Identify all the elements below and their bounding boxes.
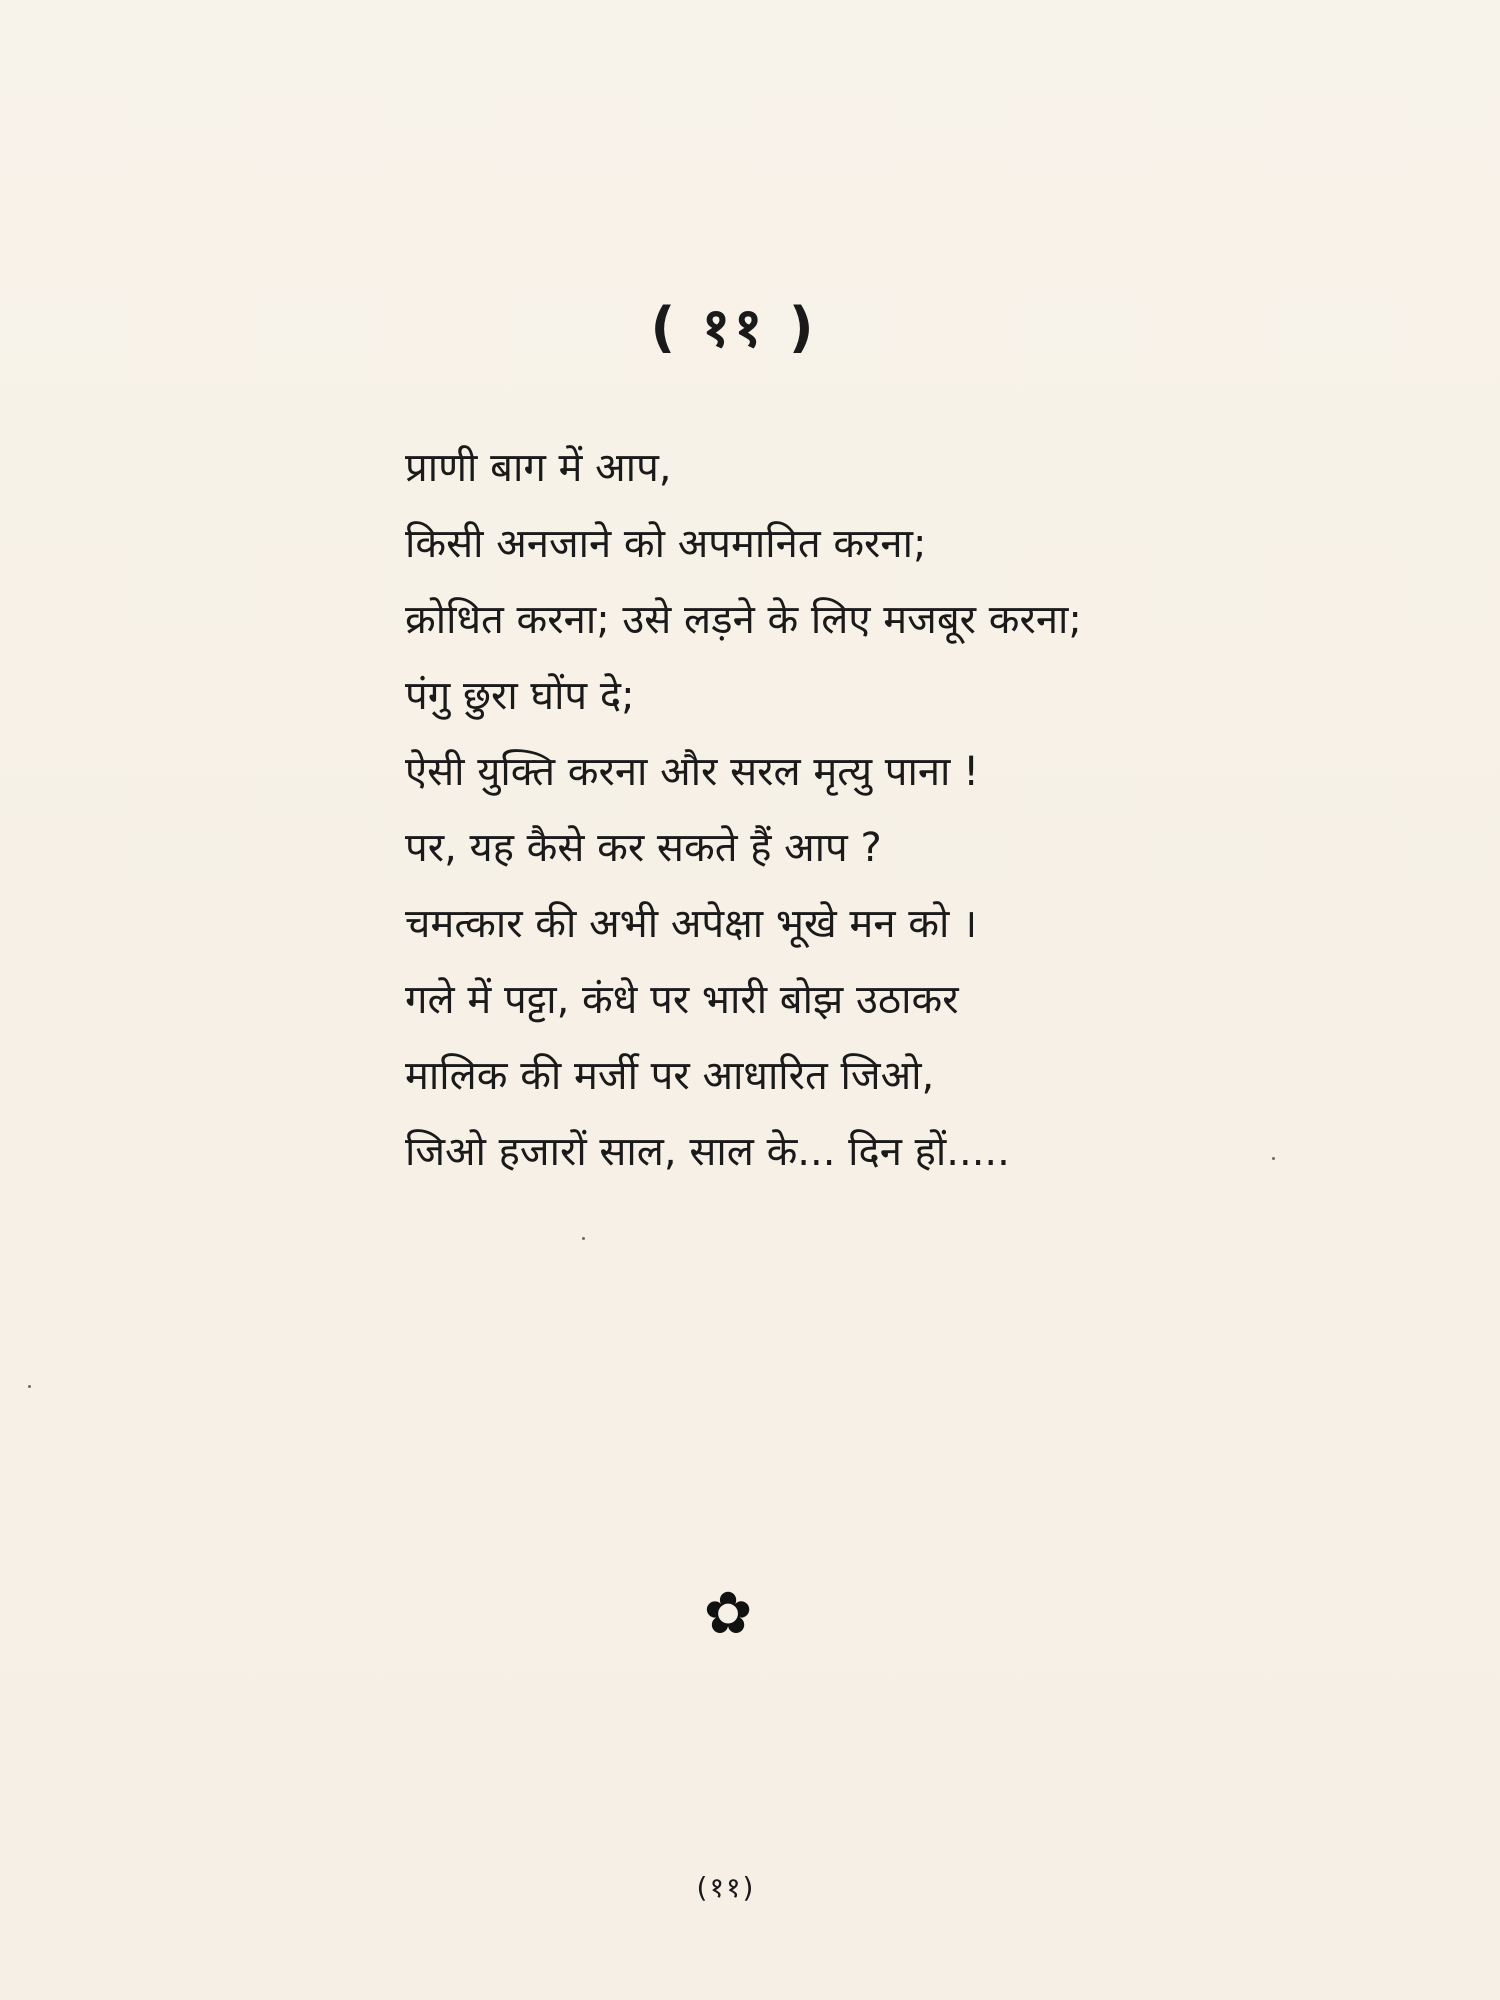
- poem-line: किसी अनजाने को अपमानित करना;: [405, 521, 927, 567]
- poem-line: पंगु छुरा घोंप दे;: [405, 673, 635, 719]
- poem-line: गले में पट्टा, कंधे पर भारी बोझ उठाकर: [405, 977, 959, 1023]
- poem-line: जिओ हजारों साल, साल के... दिन हों.....: [405, 1129, 1010, 1175]
- poem-number-heading: ( ११ ): [650, 296, 818, 359]
- poem-line: ऐसी युक्ति करना और सरल मृत्यु पाना !: [405, 749, 980, 795]
- paper-speck: [1272, 1157, 1275, 1160]
- poem-line: प्राणी बाग में आप,: [405, 445, 672, 491]
- paper-speck: [582, 1237, 585, 1240]
- flower-ornament-icon: ✿: [703, 1579, 753, 1647]
- poem-line: क्रोधित करना; उसे लड़ने के लिए मजबूर करना;: [405, 597, 1082, 643]
- poem-body: [405, 430, 1405, 1190]
- page-number: (११): [696, 1871, 756, 1904]
- poem-line: चमत्कार की अभी अपेक्षा भूखे मन को ।: [405, 901, 978, 947]
- paper-speck: [28, 1385, 31, 1388]
- poem-line: पर, यह कैसे कर सकते हैं आप ?: [405, 825, 882, 871]
- poem-line: मालिक की मर्जी पर आधारित जिओ,: [405, 1053, 935, 1099]
